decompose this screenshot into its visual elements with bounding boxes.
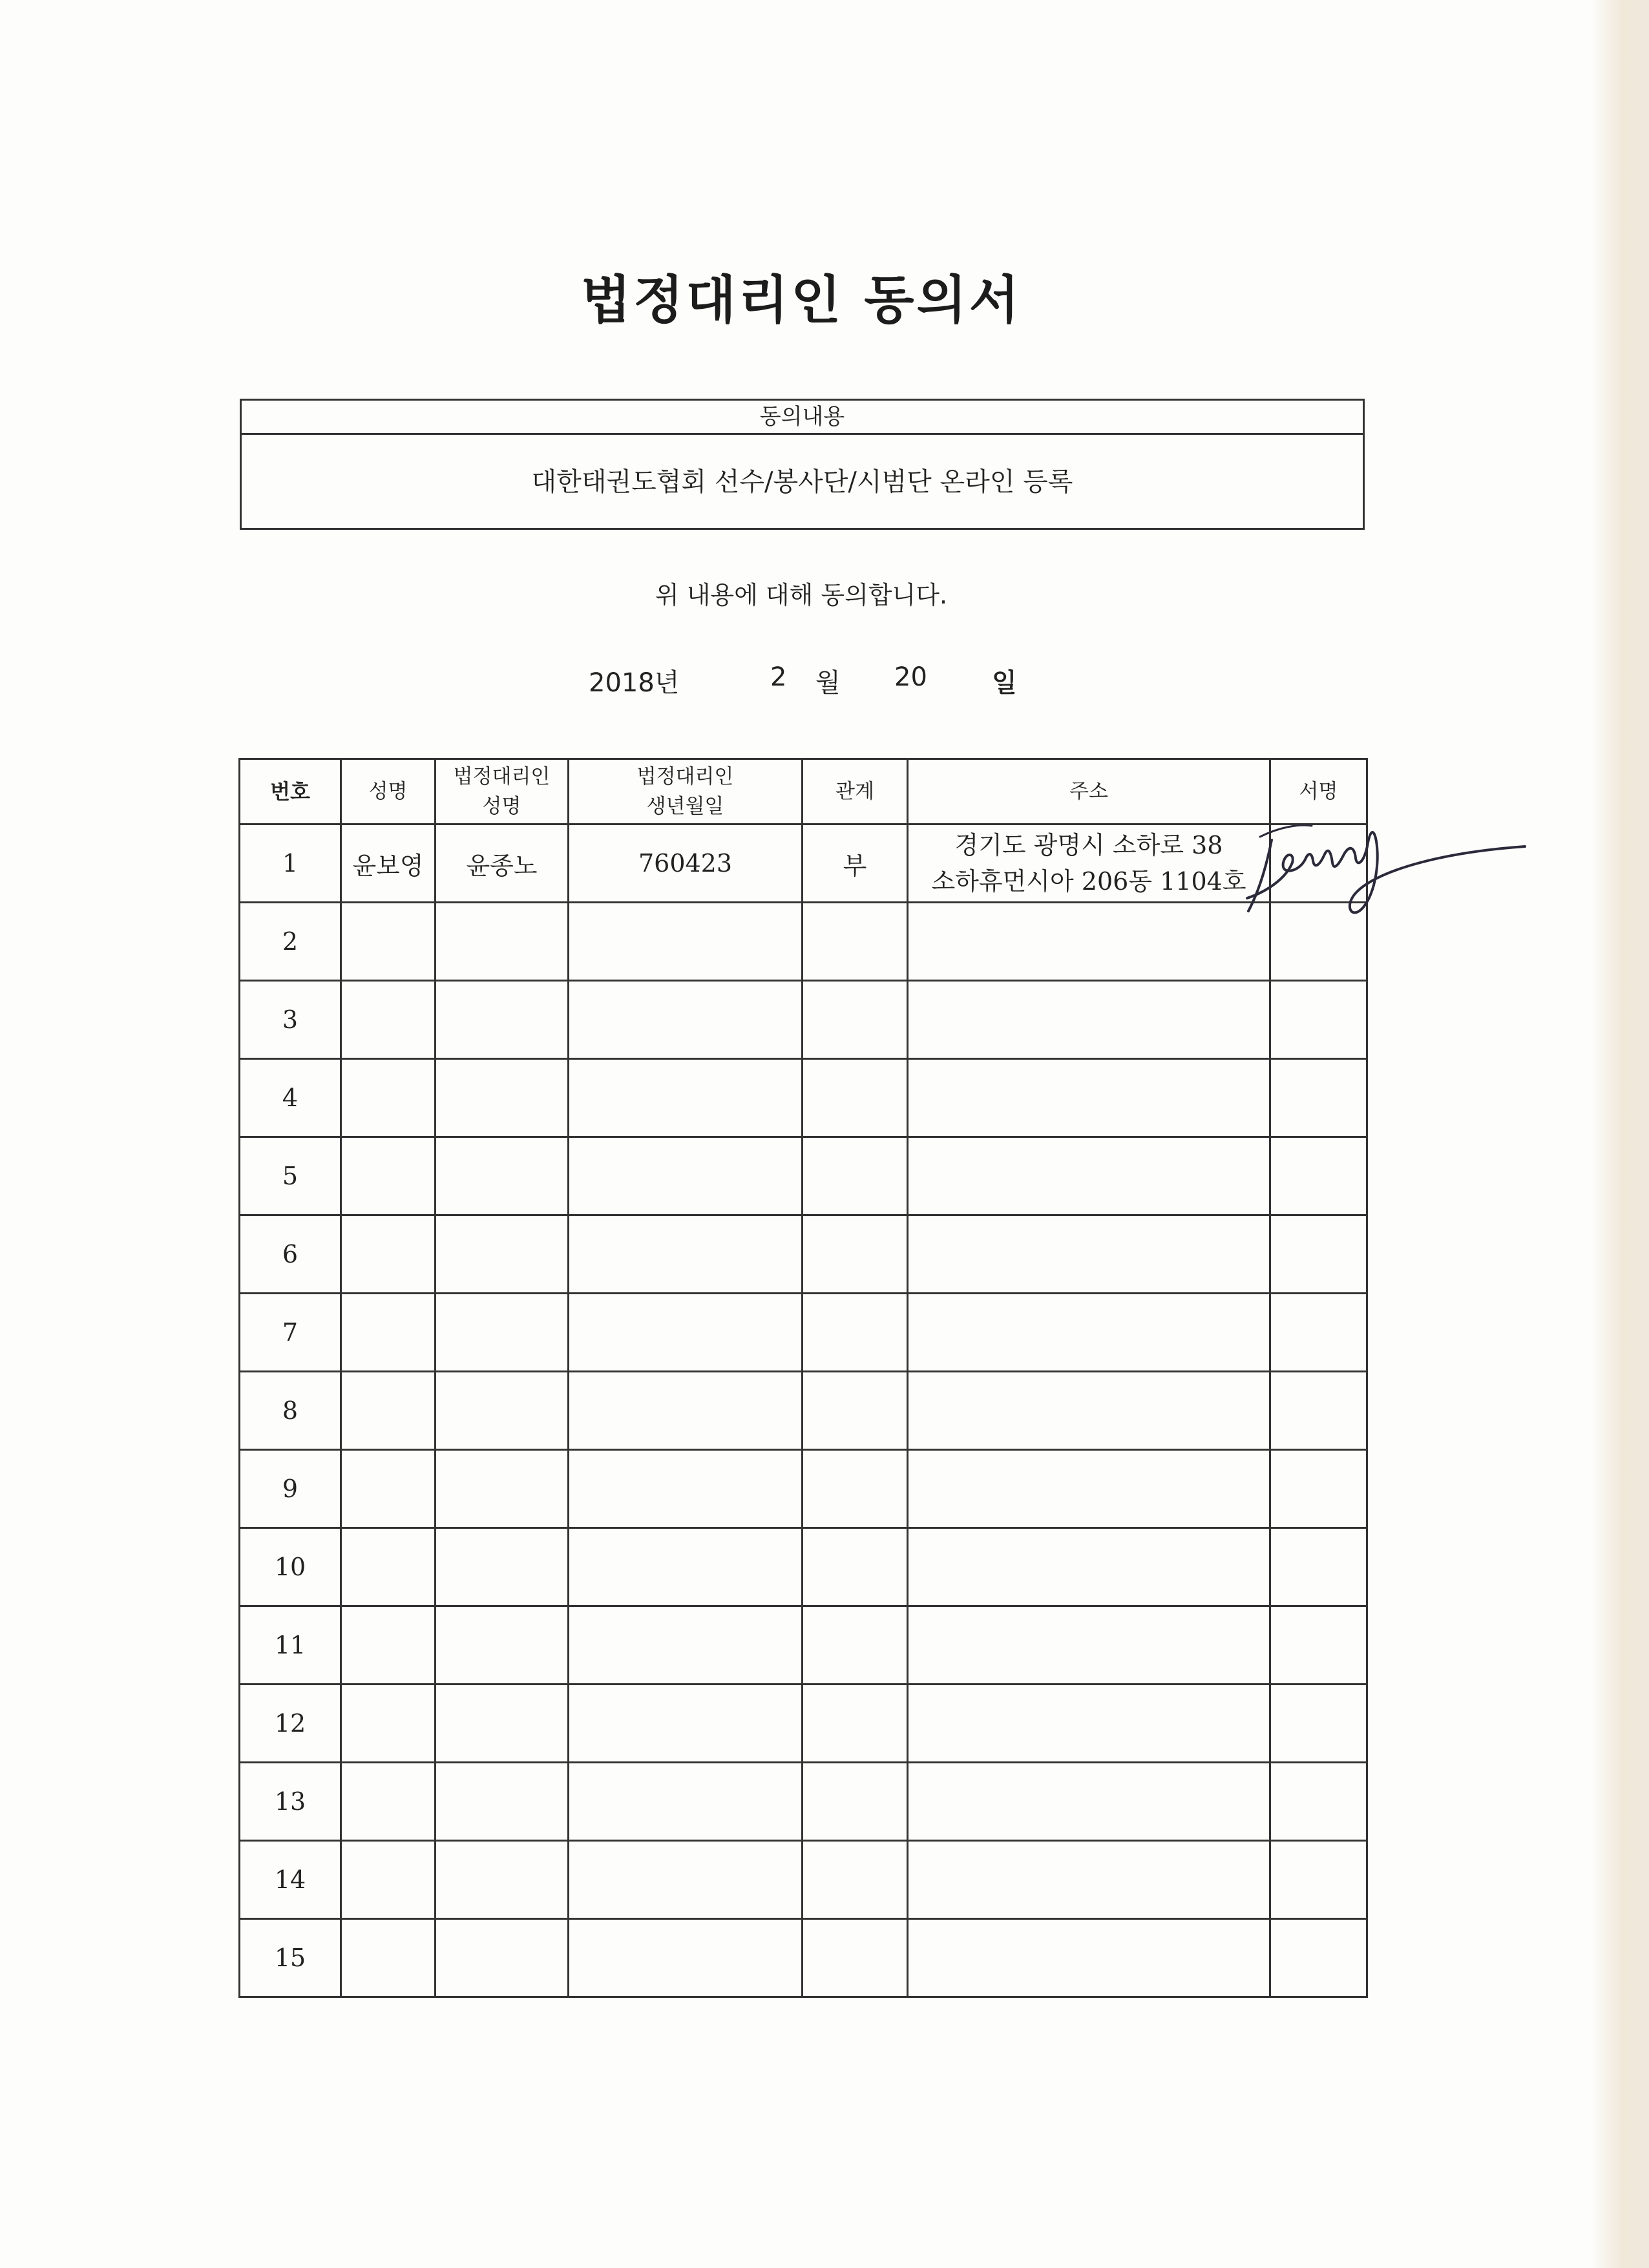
row-signature: [1270, 1372, 1367, 1450]
row-address: [908, 1919, 1270, 1997]
header-guardian-name: [436, 759, 569, 824]
document-title: 법정대리인 동의서: [580, 270, 1022, 330]
row-number: 11: [240, 1606, 341, 1685]
header-guardian-name-line1: 법정대리인: [453, 765, 551, 788]
row-relation: [803, 1059, 908, 1137]
row-address: [908, 903, 1270, 981]
row-guardian-birth: [569, 1528, 803, 1606]
row-relation: [803, 1606, 908, 1685]
row-relation: [803, 1294, 908, 1372]
header-guardian-birth: [569, 759, 803, 824]
row-name: [341, 1215, 436, 1294]
row-relation: [803, 903, 908, 981]
row-name: [341, 981, 436, 1059]
row-guardian-birth: [569, 1059, 803, 1137]
row-number: 6: [240, 1215, 341, 1294]
consent-header: 동의내용: [242, 401, 1363, 435]
row-address-line2: 소하휴먼시아 206동 1104호: [931, 867, 1246, 896]
row-number: 13: [240, 1763, 341, 1841]
header-relation: 관계: [803, 759, 908, 824]
row-number: 7: [240, 1294, 341, 1372]
table-row: [240, 1685, 1367, 1763]
row-number: 5: [240, 1137, 341, 1215]
date-year: 2018년: [589, 668, 680, 698]
header-address: 주소: [908, 759, 1270, 824]
row-guardian-name: [436, 1685, 569, 1763]
row-name: [341, 1528, 436, 1606]
row-name: [341, 1372, 436, 1450]
consent-body: 대한태권도협회 선수/봉사단/시범단 온라인 등록: [531, 467, 1073, 497]
row-guardian-birth: [569, 1685, 803, 1763]
date-month: 2: [770, 662, 787, 692]
row-signature: [1270, 1450, 1367, 1528]
row-relation: [803, 1763, 908, 1841]
row-number: 9: [240, 1450, 341, 1528]
row-guardian-name: [436, 1294, 569, 1372]
row-guardian-birth: [569, 1606, 803, 1685]
row-relation: [803, 1215, 908, 1294]
row-address: [908, 1606, 1270, 1685]
row-relation: [803, 1841, 908, 1919]
row-name: [341, 1763, 436, 1841]
row-guardian-birth: 760423: [569, 824, 803, 903]
row-name: [341, 1919, 436, 1997]
table-row: [240, 1450, 1367, 1528]
date-day: 20: [894, 662, 927, 692]
row-signature: [1270, 1059, 1367, 1137]
table-row: [240, 1841, 1367, 1919]
row-name: [341, 1606, 436, 1685]
row-guardian-birth: [569, 1294, 803, 1372]
row-guardian-name: [436, 1372, 569, 1450]
row-guardian-name: [436, 1528, 569, 1606]
row-name: [341, 903, 436, 981]
row-name: 윤보영: [341, 824, 436, 903]
table-row: [240, 1372, 1367, 1450]
header-guardian-name-line2: 성명: [482, 795, 521, 818]
table-body: [240, 824, 1367, 1997]
row-address: [908, 824, 1270, 903]
row-guardian-name: [436, 903, 569, 981]
row-address: [908, 1215, 1270, 1294]
row-relation: [803, 1372, 908, 1450]
row-number: 2: [240, 903, 341, 981]
row-guardian-birth: [569, 1372, 803, 1450]
table-row: [240, 1763, 1367, 1841]
row-relation: [803, 1528, 908, 1606]
row-address: [908, 981, 1270, 1059]
row-guardian-name: [436, 1450, 569, 1528]
row-number: 4: [240, 1059, 341, 1137]
table-row: [240, 903, 1367, 981]
row-number: 15: [240, 1919, 341, 1997]
row-name: [341, 1059, 436, 1137]
row-relation: [803, 1137, 908, 1215]
header-guardian-birth-line1: 법정대리인: [636, 765, 734, 788]
row-guardian-name: [436, 1137, 569, 1215]
row-number: 10: [240, 1528, 341, 1606]
header-name: 성명: [341, 759, 436, 824]
row-name: [341, 1450, 436, 1528]
row-relation: [803, 1685, 908, 1763]
row-signature: [1270, 1763, 1367, 1841]
row-guardian-birth: [569, 1450, 803, 1528]
row-guardian-birth: [569, 903, 803, 981]
date-day-unit: 일: [992, 668, 1017, 698]
table-row: [240, 1919, 1367, 1997]
header-guardian-birth-line2: 생년월일: [646, 795, 724, 818]
row-signature: [1270, 1294, 1367, 1372]
row-number: 12: [240, 1685, 341, 1763]
row-address: [908, 1528, 1270, 1606]
row-number: 3: [240, 981, 341, 1059]
row-number: 8: [240, 1372, 341, 1450]
date-month-unit: 월: [815, 668, 841, 698]
row-signature: [1270, 1606, 1367, 1685]
row-name: [341, 1137, 436, 1215]
row-address-line1: 경기도 광명시 소하로 38: [954, 831, 1223, 859]
row-address: [908, 1059, 1270, 1137]
row-guardian-name: [436, 1606, 569, 1685]
row-guardian-birth: [569, 981, 803, 1059]
row-signature: [1270, 1685, 1367, 1763]
row-name: [341, 1841, 436, 1919]
paper-edge-stain: [1591, 0, 1649, 2268]
row-guardian-birth: [569, 1137, 803, 1215]
row-relation: 부: [803, 824, 908, 903]
row-address: [908, 1137, 1270, 1215]
agreement-statement: 위 내용에 대해 동의합니다.: [655, 581, 948, 609]
row-number: 1: [240, 824, 341, 903]
table-row: [240, 1528, 1367, 1606]
row-address: [908, 1294, 1270, 1372]
guardian-table: [238, 758, 1368, 1998]
row-signature: [1270, 1919, 1367, 1997]
header-signature: 서명: [1270, 759, 1367, 824]
row-address: [908, 1450, 1270, 1528]
table-row: [240, 1215, 1367, 1294]
row-signature: [1270, 1841, 1367, 1919]
table-row: [240, 1294, 1367, 1372]
row-guardian-name: [436, 981, 569, 1059]
consent-box: [240, 399, 1365, 530]
row-guardian-name: [436, 1919, 569, 1997]
row-guardian-name: [436, 1059, 569, 1137]
row-name: [341, 1294, 436, 1372]
handwritten-signature: [1241, 801, 1538, 924]
row-relation: [803, 981, 908, 1059]
table-row: [240, 981, 1367, 1059]
row-guardian-birth: [569, 1215, 803, 1294]
row-guardian-birth: [569, 1841, 803, 1919]
row-relation: [803, 1919, 908, 1997]
row-guardian-name: 윤종노: [436, 824, 569, 903]
row-address: [908, 1685, 1270, 1763]
table-row: [240, 1606, 1367, 1685]
row-guardian-name: [436, 1841, 569, 1919]
row-guardian-name: [436, 1763, 569, 1841]
row-number: 14: [240, 1841, 341, 1919]
row-guardian-name: [436, 1215, 569, 1294]
row-signature: [1270, 1215, 1367, 1294]
row-address: [908, 1763, 1270, 1841]
row-relation: [803, 1450, 908, 1528]
row-signature: [1270, 1528, 1367, 1606]
row-signature: [1270, 1137, 1367, 1215]
table-header-row: [240, 759, 1367, 824]
header-no: 번호: [240, 759, 341, 824]
row-guardian-birth: [569, 1763, 803, 1841]
row-signature: [1270, 981, 1367, 1059]
table-row: [240, 824, 1367, 903]
table-row: [240, 1059, 1367, 1137]
row-guardian-birth: [569, 1919, 803, 1997]
row-address: [908, 1841, 1270, 1919]
table-row: [240, 1137, 1367, 1215]
row-address: [908, 1372, 1270, 1450]
row-name: [341, 1685, 436, 1763]
